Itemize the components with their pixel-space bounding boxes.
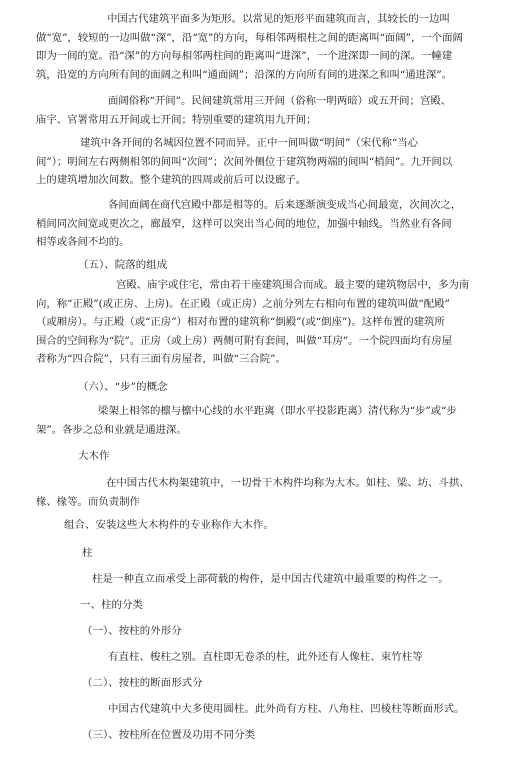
heading-column: 柱	[82, 547, 93, 559]
text-line: 各间面阔在商代宫殿中都是相等的。后来逐渐演变成当心间最宽，次间次之，	[108, 199, 462, 211]
paragraph-bay-names	[36, 134, 452, 190]
heading-by-section: （二）、按柱的断面形式分	[82, 677, 203, 689]
text-line: （或厢房）。与正殿（或“正房”）相对布置的建筑称“倒殿”(或“倒座”)。这样布置的建筑所	[36, 316, 445, 328]
text-line: 椽、椽等。而负责制作	[36, 495, 140, 508]
text-line: 在中国古代木构架建筑中，一切骨干木构件均称为大木。如柱、梁、坊、斗拱、	[106, 477, 470, 489]
text-line: 面阔俗称“开间”。民间建筑常用三开间（俗称一明两暗）或五开间；宫殿、	[108, 95, 452, 107]
text-line: 筑，沿宽的方向所有间的面阔之和叫“通面阔”；沿深的方向所有间的进深之和叫“通进深”。	[36, 68, 453, 81]
paragraph-plan-dimensions	[36, 10, 463, 84]
text-line: 架”。各步之总和业就是通进深。	[36, 423, 187, 436]
text-line: 建筑中各开间的名城因位置不同而异。正中一间叫做“明间”（宋代称“当心	[80, 137, 419, 149]
paragraph-damuzuo-definition: 组合、安装这些大木构件的专业称作大木作。	[64, 519, 274, 531]
heading-by-shape: （一）、按柱的外形分	[82, 625, 182, 637]
text-line: 宫殿、庙宇或住宅，常由若干座建筑围合而成。最主要的建筑物居中，多为南	[116, 279, 470, 291]
paragraph-bay-widths	[36, 196, 461, 252]
paragraph-by-shape: 有直柱、梭柱之别。直柱即无卷杀的柱，此外还有人像柱、束竹柱等	[108, 651, 423, 663]
text-line: 即为一间的宽。沿“深”的方向每相邻两柱间的距离叫“进深”，一个进深即一间的深。一幢建	[36, 50, 453, 62]
text-line: 中国古代建筑平面多为矩形。以常见的矩形平面建筑而言，其较长的一边叫	[107, 13, 450, 25]
paragraph-damu	[36, 474, 470, 511]
text-line: 做“宽”，较短的一边叫做“深”，沿“宽”的方向，每相邻两根柱之间的距离叫“面阔”，一个面阔	[36, 31, 463, 44]
heading-damuzuo: 大木作	[78, 450, 110, 462]
text-line: 上的建筑增加次间数。整个建筑的四周或前后可以设廊子。	[36, 174, 307, 186]
paragraph-bu	[36, 402, 457, 439]
heading-courtyard: （五）、院落的组成	[78, 259, 168, 271]
text-line: 梢间同次间宽或更次之，廊最窄，这样可以突出当心间的地位，加强中轴线。当然业有各间	[36, 217, 452, 230]
text-line: 间”）；明间左右两侧相邻的间叫“次间”；次间外侧位于建筑物两端的间叫“梢间”。九开间以	[36, 155, 453, 168]
paragraph-by-section: 中国古代建筑中大多使用圆柱。此外尚有方柱、八角柱、凹棱柱等断面形式。	[108, 703, 465, 715]
heading-column-classification: 一、柱的分类	[80, 599, 143, 611]
text-line: 相等或各间不均的。	[36, 236, 130, 248]
text-line: 梁架上相邻的檩与檩中心线的水平距离（即水平投影距离）清代称为“步”或“步	[98, 405, 457, 417]
text-line: 向，称“正殿”(或正房、上房)。在正殿（或正房）之前分列左右相向布置的建筑叫做“配殿”	[36, 297, 450, 310]
paragraph-column-definition: 柱是一种直立而承受上部荷载的构件，是中国古代建筑中最重要的构件之一。	[92, 573, 449, 585]
text-line: 围合的空间称为“院”。正房（或上房）两侧可附有套间，叫做“耳房”。一个院四面均有房屋	[36, 334, 453, 347]
paragraph-kaijian	[36, 92, 451, 129]
paragraph-courtyard	[36, 276, 469, 369]
text-line: 者称为“四合院”，只有三面有房屋者，叫做“三合院”。	[36, 353, 286, 365]
heading-bu-concept: （六）、“步”的概念	[78, 381, 168, 393]
text-line: 庙宇、官署常用五开间或七开间；特别重要的建筑用九开间；	[36, 113, 317, 126]
heading-by-position: （三）、按柱所在位置及功用不同分类	[82, 729, 256, 741]
